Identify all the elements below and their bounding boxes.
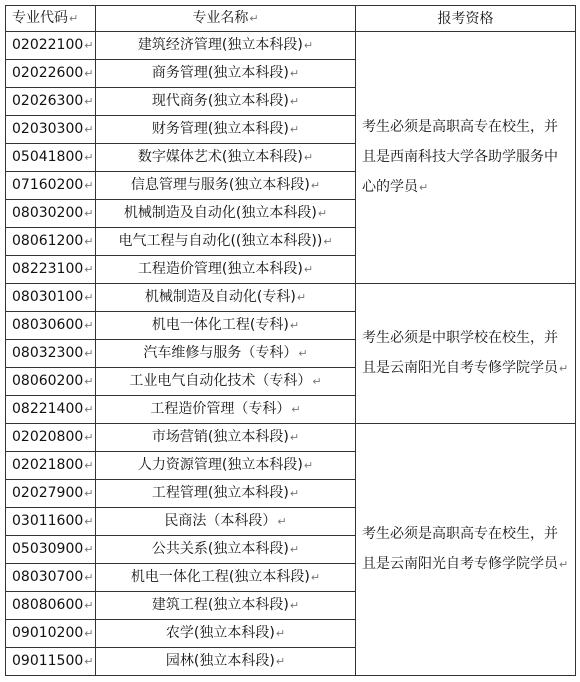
major-code-cell: 08061200↵ — [6, 228, 96, 256]
paragraph-mark-icon: ↵ — [277, 515, 287, 528]
paragraph-mark-icon: ↵ — [289, 543, 300, 556]
major-name-cell: 农学(独立本科段)↵ — [96, 620, 356, 648]
paragraph-mark-icon: ↵ — [84, 263, 94, 276]
major-name-cell: 机械制造及自动化(专科)↵ — [96, 284, 356, 312]
major-code-cell: 08032300↵ — [6, 340, 96, 368]
major-code-cell: 02027900↵ — [6, 480, 96, 508]
major-code-cell: 02026300↵ — [6, 88, 96, 116]
paragraph-mark-icon: ↵ — [298, 347, 308, 360]
paragraph-mark-icon: ↵ — [312, 375, 322, 388]
major-code-cell: 08223100↵ — [6, 256, 96, 284]
major-table — [5, 5, 576, 676]
major-code-cell: 03011600↵ — [6, 508, 96, 536]
paragraph-mark-icon: ↵ — [559, 362, 569, 375]
major-code-cell: 05030900↵ — [6, 536, 96, 564]
paragraph-mark-icon: ↵ — [84, 431, 94, 444]
paragraph-mark-icon: ↵ — [84, 151, 94, 164]
major-name-cell: 工业电气自动化技术（专科）↵ — [96, 368, 356, 396]
major-name-cell: 机械制造及自动化(独立本科段)↵ — [96, 200, 356, 228]
major-code-cell: 08030200↵ — [6, 200, 96, 228]
major-code-cell: 02020800↵ — [6, 424, 96, 452]
header-qualification: 报考资格 — [356, 6, 576, 32]
major-name-cell: 公共关系(独立本科段)↵ — [96, 536, 356, 564]
major-name-cell: 工程造价管理(独立本科段)↵ — [96, 256, 356, 284]
major-name-cell: 现代商务(独立本科段)↵ — [96, 88, 356, 116]
paragraph-mark-icon: ↵ — [84, 319, 94, 332]
paragraph-mark-icon: ↵ — [84, 627, 94, 640]
paragraph-mark-icon: ↵ — [84, 67, 94, 80]
major-code-cell: 09010200↵ — [6, 620, 96, 648]
major-code-cell: 08030700↵ — [6, 564, 96, 592]
table-row — [6, 284, 576, 312]
paragraph-mark-icon: ↵ — [84, 459, 94, 472]
major-code-cell: 02022100↵ — [6, 32, 96, 60]
paragraph-mark-icon: ↵ — [289, 431, 300, 444]
major-code-cell: 02021800↵ — [6, 452, 96, 480]
paragraph-mark-icon: ↵ — [289, 123, 300, 136]
major-code-cell: 05041800↵ — [6, 144, 96, 172]
paragraph-mark-icon: ↵ — [303, 263, 314, 276]
paragraph-mark-icon: ↵ — [84, 655, 94, 668]
major-code-cell: 02030300↵ — [6, 116, 96, 144]
paragraph-mark-icon: ↵ — [84, 347, 94, 360]
major-name-cell: 汽车维修与服务（专科）↵ — [96, 340, 356, 368]
paragraph-mark-icon: ↵ — [84, 179, 94, 192]
qualification-cell: 考生必须是高职高专在校生，并且是西南科技大学各助学服务中心的学员↵ — [356, 32, 576, 284]
header-row — [6, 6, 576, 32]
major-code-cell: 09011500↵ — [6, 648, 96, 676]
major-name-cell: 电气工程与自动化((独立本科段))↵ — [96, 228, 356, 256]
major-name-cell: 信息管理与服务(独立本科段)↵ — [96, 172, 356, 200]
paragraph-mark-icon: ↵ — [289, 67, 300, 80]
paragraph-mark-icon: ↵ — [289, 95, 300, 108]
major-code-cell: 08030600↵ — [6, 312, 96, 340]
paragraph-mark-icon: ↵ — [289, 487, 300, 500]
paragraph-mark-icon: ↵ — [419, 181, 429, 194]
paragraph-mark-icon: ↵ — [84, 291, 94, 304]
paragraph-mark-icon: ↵ — [303, 151, 314, 164]
table-row — [6, 424, 576, 452]
major-name-cell: 机电一体化工程(独立本科段)↵ — [96, 564, 356, 592]
paragraph-mark-icon: ↵ — [289, 599, 300, 612]
major-name-cell: 建筑经济管理(独立本科段)↵ — [96, 32, 356, 60]
major-code-cell: 08080600↵ — [6, 592, 96, 620]
paragraph-mark-icon: ↵ — [296, 291, 307, 304]
paragraph-mark-icon: ↵ — [289, 319, 300, 332]
paragraph-mark-icon: ↵ — [323, 235, 333, 248]
major-name-cell: 数字媒体艺术(独立本科段)↵ — [96, 144, 356, 172]
paragraph-mark-icon: ↵ — [559, 558, 569, 571]
major-name-cell: 工程造价管理（专科）↵ — [96, 396, 356, 424]
paragraph-mark-icon: ↵ — [275, 655, 286, 668]
major-code-cell: 08221400↵ — [6, 396, 96, 424]
paragraph-mark-icon: ↵ — [84, 235, 94, 248]
major-name-cell: 工程管理(独立本科段)↵ — [96, 480, 356, 508]
major-name-cell: 市场营销(独立本科段)↵ — [96, 424, 356, 452]
paragraph-mark-icon: ↵ — [275, 627, 286, 640]
paragraph-mark-icon: ↵ — [291, 403, 301, 416]
major-code-cell: 08030100↵ — [6, 284, 96, 312]
paragraph-mark-icon: ↵ — [84, 39, 94, 52]
major-name-cell: 园林(独立本科段)↵ — [96, 648, 356, 676]
paragraph-mark-icon: ↵ — [310, 179, 321, 192]
paragraph-mark-icon: ↵ — [84, 403, 94, 416]
major-name-cell: 财务管理(独立本科段)↵ — [96, 116, 356, 144]
table-row — [6, 32, 576, 60]
major-name-cell: 人力资源管理(独立本科段)↵ — [96, 452, 356, 480]
paragraph-mark-icon: ↵ — [84, 571, 94, 584]
major-name-cell: 建筑工程(独立本科段)↵ — [96, 592, 356, 620]
major-code-cell: 02022600↵ — [6, 60, 96, 88]
paragraph-mark-icon: ↵ — [310, 571, 321, 584]
paragraph-mark-icon: ↵ — [84, 543, 94, 556]
major-code-cell: 08060200↵ — [6, 368, 96, 396]
paragraph-mark-icon: ↵ — [84, 375, 94, 388]
header-code: 专业代码↵ — [6, 6, 96, 32]
paragraph-mark-icon: ↵ — [303, 39, 314, 52]
header-name: 专业名称↵ — [96, 6, 356, 32]
major-code-cell: 07160200↵ — [6, 172, 96, 200]
major-name-cell: 商务管理(独立本科段)↵ — [96, 60, 356, 88]
paragraph-mark-icon: ↵ — [84, 599, 94, 612]
major-name-cell: 机电一体化工程(专科)↵ — [96, 312, 356, 340]
paragraph-mark-icon: ↵ — [84, 95, 94, 108]
major-name-cell: 民商法（本科段）↵ — [96, 508, 356, 536]
qualification-cell: 考生必须是中职学校在校生，并且是云南阳光自考专修学院学员↵ — [356, 284, 576, 424]
paragraph-mark-icon: ↵ — [84, 515, 94, 528]
paragraph-mark-icon: ↵ — [84, 487, 94, 500]
paragraph-mark-icon: ↵ — [303, 459, 314, 472]
paragraph-mark-icon: ↵ — [84, 123, 94, 136]
paragraph-mark-icon: ↵ — [317, 207, 328, 220]
qualification-cell: 考生必须是高职高专在校生，并且是云南阳光自考专修学院学员↵ — [356, 424, 576, 676]
table-body — [6, 32, 576, 676]
paragraph-mark-icon: ↵ — [84, 207, 94, 220]
